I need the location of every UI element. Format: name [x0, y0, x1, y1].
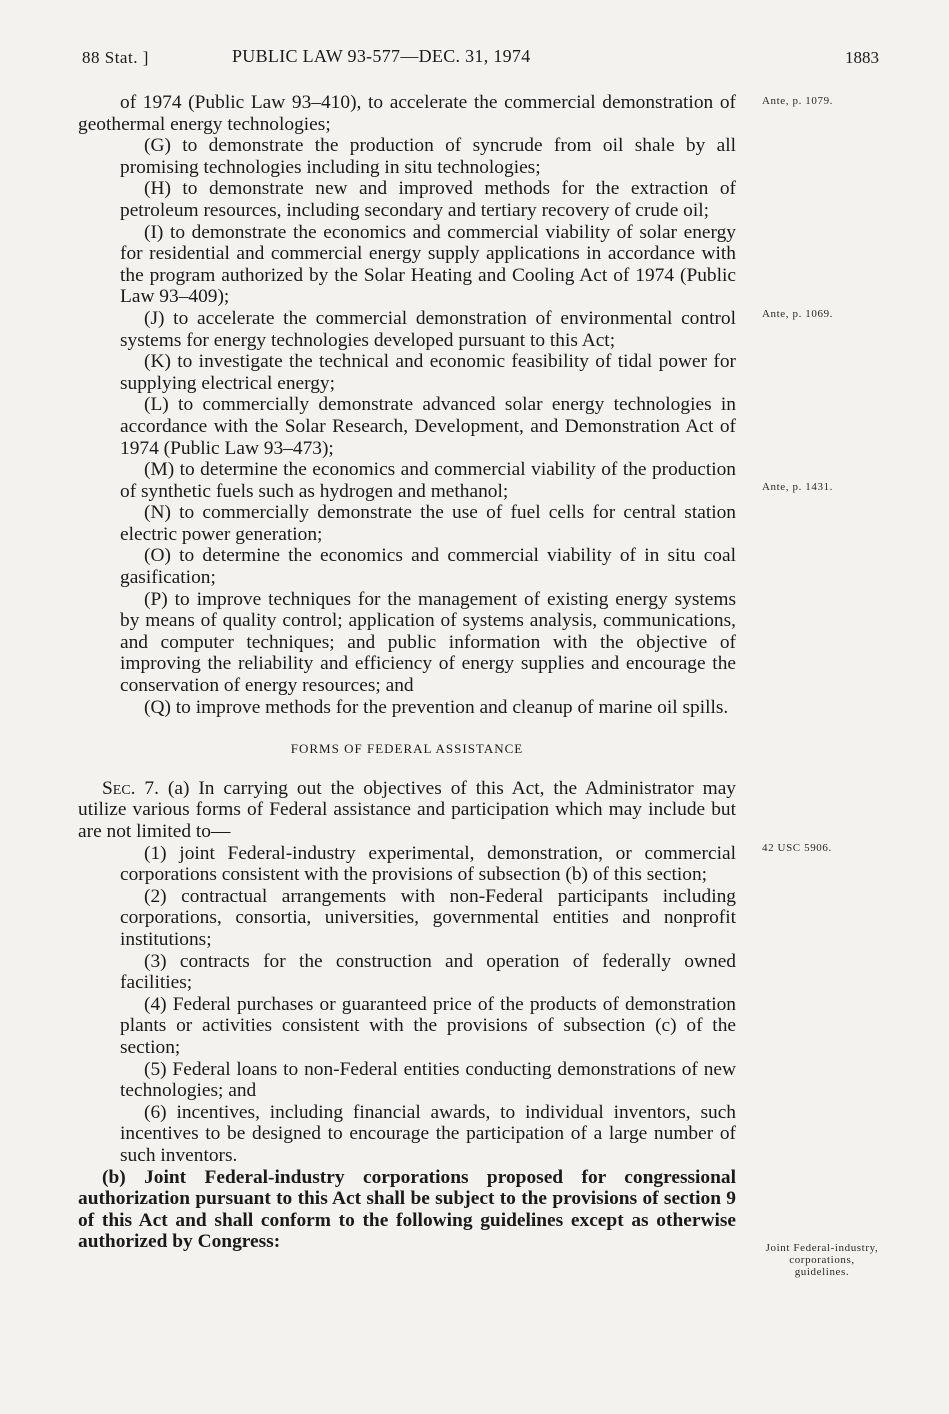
- paragraph-j: (J) to accelerate the commercial demonstration of environmental control systems for energy technologies developed pursuant to this Act;: [120, 307, 736, 351]
- section-7a-text: (a) In carrying out the objectives of this Act, the Administrator may utilize various forms of Federal assistance and participation which may include but are not limited to—: [78, 777, 736, 842]
- page-header: [0, 46, 949, 72]
- margin-note-ante-1079: Ante, p. 1079.: [762, 95, 834, 107]
- paragraph-n: (N) to commercially demonstrate the use of fuel cells for central station electric power generation;: [120, 502, 736, 545]
- paragraph-o: (O) to determine the economics and commercial viability of in situ coal gasification;: [120, 545, 736, 589]
- paragraph-i: (I) to demonstrate the economics and commercial viability of solar energy for residential and commercial energy supply applications in accordance with the program authorized by the Solar Heating and Cooling Act of 1974 (Public Law 93–409);: [120, 221, 736, 308]
- running-title: PUBLIC LAW 93-577—DEC. 31, 1974: [232, 46, 531, 66]
- margin-note-usc: 42 USC 5906.: [762, 842, 832, 854]
- paragraph-g: (G) to demonstrate the production of syncrude from oil shale by all promising technologies including in situ technologies;: [120, 135, 736, 178]
- subsection-3: (3) contracts for the construction and operation of federally owned facilities;: [120, 950, 736, 994]
- section-7b: (b) Joint Federal-industry corporations proposed for congressional authorization pursuant to this Act shall be subject to the provisions of section 9 of this Act and shall conform to the following guidelines except as otherwise authorized by Congress:: [78, 1166, 736, 1253]
- paragraph-p: (P) to improve techniques for the management of existing energy systems by means of quality control; application of systems analysis, communications, and computer techniques; and public information with the objective of improving the reliability and efficiency of energy supplies and encourage the conservation of energy resources; and: [120, 588, 736, 697]
- section-7a: [78, 778, 736, 843]
- paragraph-k: (K) to investigate the technical and economic feasibility of tidal power for supplying electrical energy;: [120, 351, 736, 394]
- paragraph-q: (Q) to improve methods for the prevention and cleanup of marine oil spills.: [144, 696, 729, 718]
- margin-note-ante-1431: Ante, p. 1431.: [762, 481, 834, 493]
- paragraph-geothermal: of 1974 (Public Law 93–410), to accelerate the commercial demonstration of geothermal energy technologies;: [78, 92, 736, 135]
- paragraph-m: (M) to determine the economics and commercial viability of the production of synthetic fuels such as hydrogen and methanol;: [120, 459, 736, 502]
- subsection-5: (5) Federal loans to non-Federal entities conducting demonstrations of new technologies; and: [120, 1058, 736, 1102]
- section-label: Sec. 7.: [102, 777, 159, 799]
- subsection-6: (6) incentives, including financial awards, to individual inventors, such incentives to be designed to encourage the participation of a large number of such inventors.: [120, 1101, 736, 1166]
- statute-volume: 88 Stat. ]: [82, 48, 149, 67]
- margin-note-joint-federal: Joint Federal-industry, corporations, guidelines.: [765, 1242, 879, 1278]
- main-text: [78, 92, 736, 1253]
- paragraph-l: (L) to commercially demonstrate advanced solar energy technologies in accordance with the Solar Research, Development, and Demonstration Act of 1974 (Public Law 93–473);: [120, 394, 736, 459]
- subsection-4: (4) Federal purchases or guaranteed price of the products of demonstration plants or activities consistent with the provisions of subsection (c) of the section;: [120, 993, 736, 1058]
- subsection-2: (2) contractual arrangements with non-Federal participants including corporations, consortia, universities, governmental entities and nonprofit institutions;: [120, 885, 736, 950]
- section-heading: FORMS OF FEDERAL ASSISTANCE: [290, 741, 524, 757]
- margin-note-ante-1069: Ante, p. 1069.: [762, 308, 834, 320]
- paragraph-h: (H) to demonstrate new and improved methods for the extraction of petroleum resources, including secondary and tertiary recovery of crude oil;: [120, 178, 736, 221]
- page-number: 1883: [845, 48, 879, 67]
- subsection-1: (1) joint Federal-industry experimental, demonstration, or commercial corporations consistent with the provisions of subsection (b) of this section;: [120, 842, 736, 886]
